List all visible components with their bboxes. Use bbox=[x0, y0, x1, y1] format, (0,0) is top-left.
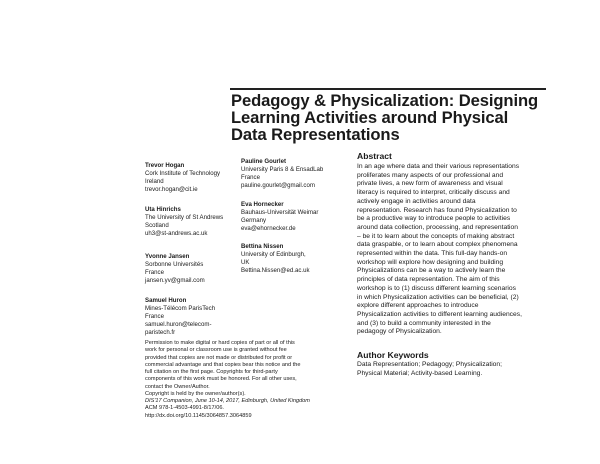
title-line: Data Representations bbox=[231, 125, 400, 144]
author-name: Bettina Nissen bbox=[241, 243, 284, 250]
author-block bbox=[241, 158, 323, 190]
author-name: Samuel Huron bbox=[145, 297, 187, 304]
abstract-line: Physicalizations can be a way to actively learn the bbox=[357, 267, 506, 275]
abstract-line: principles of data representation. The aim of this bbox=[357, 276, 500, 284]
title-rule bbox=[230, 88, 546, 90]
author-country: Germany bbox=[241, 217, 267, 224]
abstract-line: – be it to learn about the concepts of making abstract bbox=[357, 232, 515, 240]
author-email-continued: paristech.fr bbox=[145, 329, 176, 336]
abstract-line: In an age where data and their various representations bbox=[357, 163, 520, 170]
keywords-heading: Author Keywords bbox=[357, 350, 429, 360]
author-block bbox=[241, 201, 318, 233]
author-affiliation: Bauhaus-Universität Weimar bbox=[241, 209, 319, 216]
author-country: France bbox=[241, 174, 260, 181]
copyright-line: provided that copies are not made or distributed for profit or bbox=[145, 354, 293, 361]
author-email: Bettina.Nissen@ed.ac.uk bbox=[241, 267, 310, 274]
abstract-heading: Abstract bbox=[357, 151, 392, 161]
author-name: Pauline Gourlet bbox=[241, 158, 287, 165]
author-block bbox=[145, 253, 205, 285]
doi-link[interactable]: http://dx.doi.org/10.1145/3064857.3064859 bbox=[145, 412, 252, 419]
author-affiliation: University of Edinburgh, bbox=[241, 251, 306, 258]
abstract-line: and (3) to build a community interested in the bbox=[357, 319, 491, 327]
abstract-line: Physicalization activities to different learning audiences, bbox=[357, 310, 522, 318]
copyright-line: contact the Owner/Author. bbox=[145, 383, 210, 390]
author-affiliation: Cork Institute of Technology bbox=[145, 170, 221, 177]
keywords-body bbox=[357, 361, 553, 378]
author-email: samuel.huron@telecom- bbox=[145, 321, 212, 328]
author-block bbox=[145, 162, 220, 194]
author-affiliation: Mines-Télécom ParisTech bbox=[145, 305, 216, 312]
copyright-line: Copyright is held by the owner/author(s). bbox=[145, 390, 246, 397]
author-block bbox=[145, 297, 215, 337]
author-country: Ireland bbox=[145, 178, 164, 185]
keywords-line: Data Representation; Pedagogy; Physicalization; bbox=[357, 361, 502, 368]
conference-info: DIS'17 Companion, June 10-14, 2017, Edinburgh, United Kingdom bbox=[145, 398, 310, 404]
abstract-line: workshop is to (1) discuss different learning scenarios bbox=[357, 284, 516, 292]
copyright-line: full citation on the first page. Copyrights for third-party bbox=[145, 369, 278, 375]
author-name: Uta Hinrichs bbox=[145, 206, 181, 213]
copyright-line: components of this work must be honored. For all other uses, bbox=[145, 376, 297, 383]
abstract-line: proliferates many aspects of our professional and bbox=[357, 171, 504, 179]
author-name: Trevor Hogan bbox=[145, 162, 185, 169]
copyright-line: Permission to make digital or hard copies of part or all of this bbox=[145, 340, 295, 346]
abstract-line: explore different approaches to introduce bbox=[357, 302, 479, 310]
abstract-body bbox=[357, 163, 553, 337]
abstract-line: data graspable, or to learn about complex phenomena bbox=[357, 241, 518, 249]
author-block bbox=[145, 206, 223, 238]
author-country: France bbox=[145, 269, 164, 276]
abstract-line: around data collection, processing, and representation bbox=[357, 223, 518, 231]
author-affiliation: The University of St Andrews bbox=[145, 214, 224, 221]
author-email: eva@ehornecker.de bbox=[241, 225, 296, 232]
author-email: pauline.gourlet@gmail.com bbox=[241, 182, 315, 189]
abstract-line: literacy is required to interpret, critically discuss and bbox=[357, 189, 510, 197]
author-email: trevor.hogan@cit.ie bbox=[145, 186, 198, 193]
author-email: uh3@st-andrews.ac.uk bbox=[145, 230, 208, 237]
acm-isbn: ACM 978-1-4503-4991-8/17/06. bbox=[145, 405, 224, 412]
abstract-line: representation. Research has found Physicalization to bbox=[357, 206, 517, 214]
abstract-line: in which Physicalization activities can be beneficial, (2) bbox=[357, 293, 519, 301]
author-country: UK bbox=[241, 259, 250, 266]
abstract-line: be a productive way to introduce people to activities bbox=[357, 215, 511, 223]
author-block bbox=[241, 243, 310, 275]
abstract-line: private lives, a new form of awareness and visual bbox=[357, 180, 503, 188]
copyright-line: commercial advantage and that copies bear this notice and the bbox=[145, 361, 301, 368]
author-email: jansen.yv@gmail.com bbox=[145, 277, 205, 284]
keywords-line: Physical Material; Activity-based Learning. bbox=[357, 369, 483, 377]
author-country: France bbox=[145, 313, 164, 320]
title-line: Pedagogy & Physicalization: Designing bbox=[231, 91, 539, 110]
author-affiliation: University Paris 8 & EnsadLab bbox=[241, 166, 324, 173]
title-line: Learning Activities around Physical bbox=[231, 108, 509, 127]
paper-title bbox=[231, 92, 551, 143]
copyright-line: work for personal or classroom use is granted without fee bbox=[145, 347, 287, 354]
author-affiliation: Sorbonne Universités bbox=[145, 261, 204, 268]
author-name: Eva Hornecker bbox=[241, 201, 284, 208]
abstract-line: actively engage in activities around data bbox=[357, 197, 476, 205]
author-name: Yvonne Jansen bbox=[145, 253, 190, 260]
author-country: Scotland bbox=[145, 222, 169, 229]
copyright-notice bbox=[145, 340, 355, 420]
abstract-line: represented within the data. This full-day hands-on bbox=[357, 250, 508, 258]
abstract-line: pedagogy of Physicalization. bbox=[357, 328, 442, 336]
abstract-line: workshop will explore how designing and building bbox=[357, 258, 504, 266]
